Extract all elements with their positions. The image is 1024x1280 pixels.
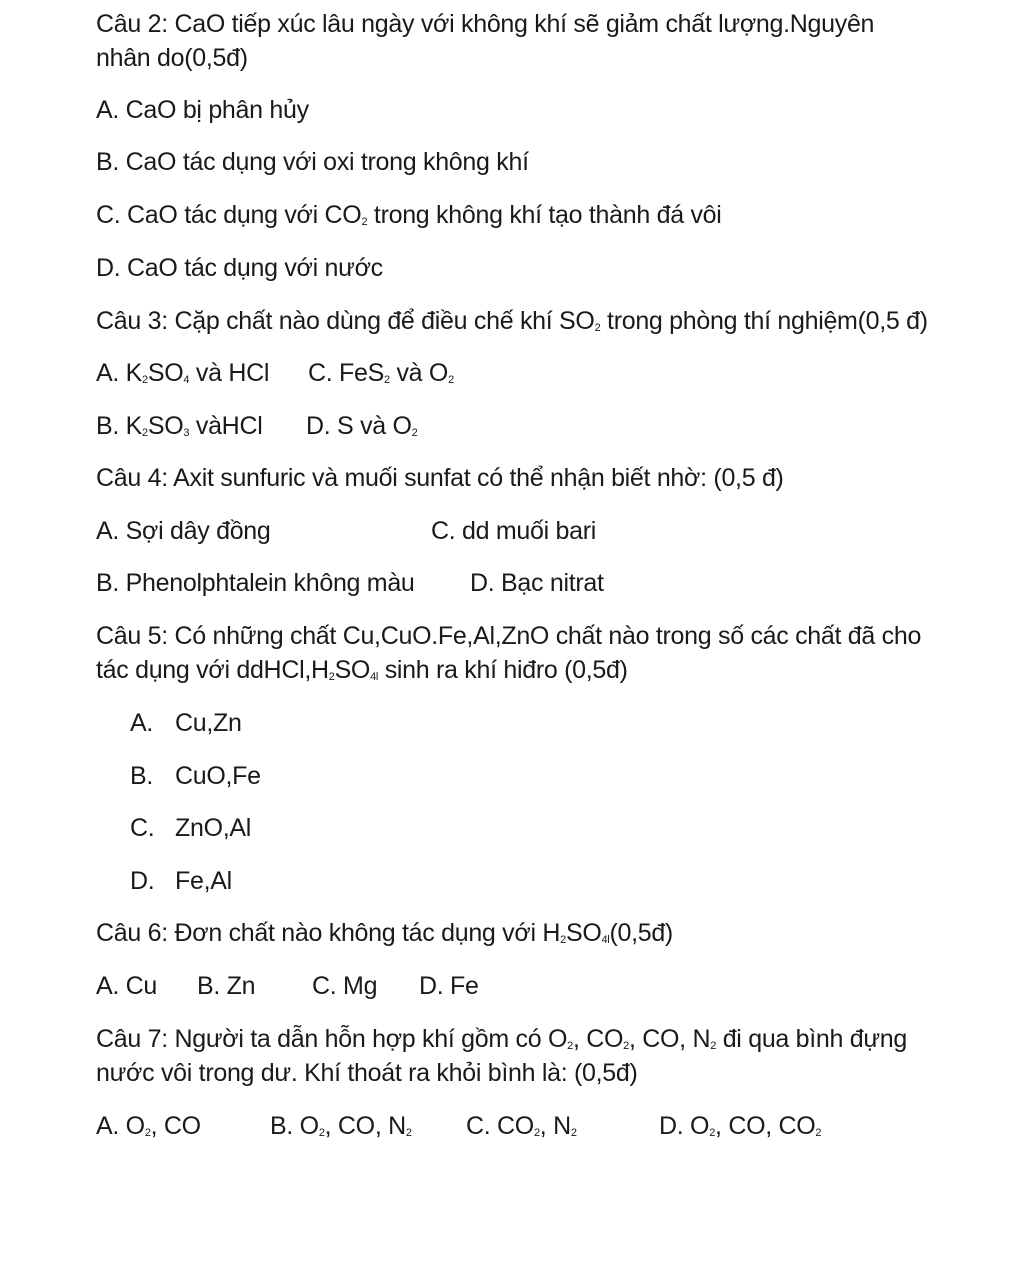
- q3-question-text-rest: trong phòng thí nghiệm(0,5 đ): [600, 307, 928, 335]
- subscript: 4: [183, 374, 190, 386]
- q6-question: [96, 916, 673, 950]
- subscript: 2: [448, 374, 454, 386]
- q2-option-d: D. CaO tác dụng với nước: [96, 254, 383, 282]
- q4-option-c: C. dd muối bari: [431, 517, 597, 545]
- subscript: 2: [710, 1040, 717, 1052]
- q3-question-text: Câu 3: Cặp chất nào dùng để điều chế khí SO: [96, 307, 595, 335]
- subscript: 2: [560, 934, 566, 946]
- option-letter: D.: [130, 867, 155, 895]
- q3-option-c-text: C. FeS: [308, 359, 384, 387]
- q7-option-a-text: , CO: [150, 1112, 201, 1140]
- subscript: 2: [815, 1127, 822, 1139]
- q3-option-b-text: SO: [147, 412, 184, 440]
- q7-option-c-text: C. CO: [466, 1112, 534, 1140]
- q6-question-text-rest: (0,5đ): [609, 919, 673, 947]
- q3-option-d: [306, 409, 418, 443]
- subscript: 2: [411, 427, 418, 439]
- q5-question-line2: [96, 653, 628, 687]
- q5-option-a: [130, 706, 242, 740]
- q3-option-c: [308, 356, 454, 390]
- q6-question-text: SO: [565, 919, 602, 947]
- subscript: 2: [709, 1127, 716, 1139]
- q5-question-text: SO: [334, 656, 371, 684]
- q5-question-text-rest: sinh ra khí hiđro (0,5đ): [378, 656, 628, 684]
- q6-option-d: D. Fe: [419, 972, 479, 1000]
- q7-option-a-text: A. O: [96, 1112, 145, 1140]
- q7-option-b-text: , CO, N: [324, 1112, 406, 1140]
- q4-option-b: B. Phenolphtalein không màu: [96, 569, 415, 597]
- subscript: 2: [328, 671, 335, 683]
- subscript: 2: [144, 1127, 151, 1139]
- q7-option-d-text: D. O: [659, 1112, 710, 1140]
- q7-question-text: đi qua bình đựng: [716, 1025, 908, 1053]
- q6-option-b: B. Zn: [197, 972, 256, 1000]
- q3-option-b-text: B. K: [96, 412, 143, 440]
- q7-question-text: Câu 7: Người ta dẫn hỗn hợp khí gồm có O: [96, 1025, 568, 1053]
- q5-option-b: [130, 759, 261, 793]
- q3-option-b-text: vàHCl: [189, 412, 263, 440]
- subscript: 2: [594, 322, 601, 334]
- option-text: Cu,Zn: [175, 709, 242, 737]
- subscript: 4l: [601, 934, 610, 946]
- q5-question-line1: Câu 5: Có những chất Cu,CuO.Fe,Al,ZnO chất nào trong số các chất đã cho: [96, 622, 922, 650]
- q6-option-a: A. Cu: [96, 972, 158, 1000]
- q5-question-text: tác dụng với ddHCl,H: [96, 656, 329, 684]
- q4-option-d: D. Bạc nitrat: [470, 569, 604, 597]
- q3-option-b: [96, 409, 262, 443]
- q4-question: Câu 4: Axit sunfuric và muối sunfat có thể nhận biết nhờ: (0,5 đ): [96, 464, 784, 492]
- subscript: 2: [142, 374, 148, 386]
- q2-question-line1: Câu 2: CaO tiếp xúc lâu ngày với không khí sẽ giảm chất lượng.Nguyên: [96, 10, 875, 38]
- subscript: 2: [318, 1127, 325, 1139]
- subscript: 2: [142, 427, 148, 439]
- subscript: 3: [183, 427, 190, 439]
- q2-option-b: B. CaO tác dụng với oxi trong không khí: [96, 148, 529, 176]
- q7-option-c-text: , N: [539, 1112, 571, 1140]
- q3-option-a: [96, 356, 269, 390]
- q2-option-c-text: C. CaO tác dụng với CO: [96, 201, 362, 229]
- q6-question-text: Câu 6: Đơn chất nào không tác dụng với H: [96, 919, 561, 947]
- subscript: 2: [570, 1127, 577, 1139]
- q7-option-b-text: B. O: [270, 1112, 319, 1140]
- q7-option-b: [270, 1109, 412, 1143]
- subscript: 2: [533, 1127, 540, 1139]
- q7-question-text: , CO, N: [628, 1025, 711, 1053]
- subscript: 2: [361, 216, 368, 228]
- subscript: 2: [567, 1040, 573, 1052]
- q5-option-c: [130, 811, 251, 845]
- subscript: 2: [405, 1127, 412, 1139]
- option-text: Fe,Al: [175, 867, 232, 895]
- q2-option-a: A. CaO bị phân hủy: [96, 96, 309, 124]
- q7-option-d-text: , CO, CO: [715, 1112, 816, 1140]
- q3-option-c-text: và O: [389, 359, 449, 387]
- q6-option-c: C. Mg: [312, 972, 378, 1000]
- q3-option-a-text: SO: [147, 359, 184, 387]
- q3-question: [96, 304, 928, 338]
- q5-option-d: [130, 864, 232, 898]
- option-text: ZnO,Al: [175, 814, 251, 842]
- q7-question-line2: nước vôi trong dư. Khí thoát ra khỏi bình là: (0,5đ): [96, 1059, 638, 1087]
- q3-option-d-text: D. S và O: [306, 412, 412, 440]
- subscript: 4l: [370, 671, 379, 683]
- q7-question-line1: [96, 1022, 907, 1056]
- q3-option-a-text: A. K: [96, 359, 143, 387]
- q7-question-text: , CO: [572, 1025, 624, 1053]
- option-letter: B.: [130, 762, 154, 790]
- q4-option-a: A. Sợi dây đồng: [96, 517, 271, 545]
- q7-option-d: [659, 1109, 821, 1143]
- option-letter: C.: [130, 814, 155, 842]
- option-letter: A.: [130, 709, 154, 737]
- q7-option-c: [466, 1109, 577, 1143]
- q2-option-c: [96, 198, 722, 232]
- option-text: CuO,Fe: [175, 762, 261, 790]
- q7-option-a: [96, 1109, 201, 1143]
- q3-option-a-text: và HCl: [189, 359, 270, 387]
- subscript: 2: [623, 1040, 629, 1052]
- q2-question-line2: nhân do(0,5đ): [96, 44, 248, 72]
- q2-option-c-text-rest: trong không khí tạo thành đá vôi: [367, 201, 722, 229]
- subscript: 2: [384, 374, 390, 386]
